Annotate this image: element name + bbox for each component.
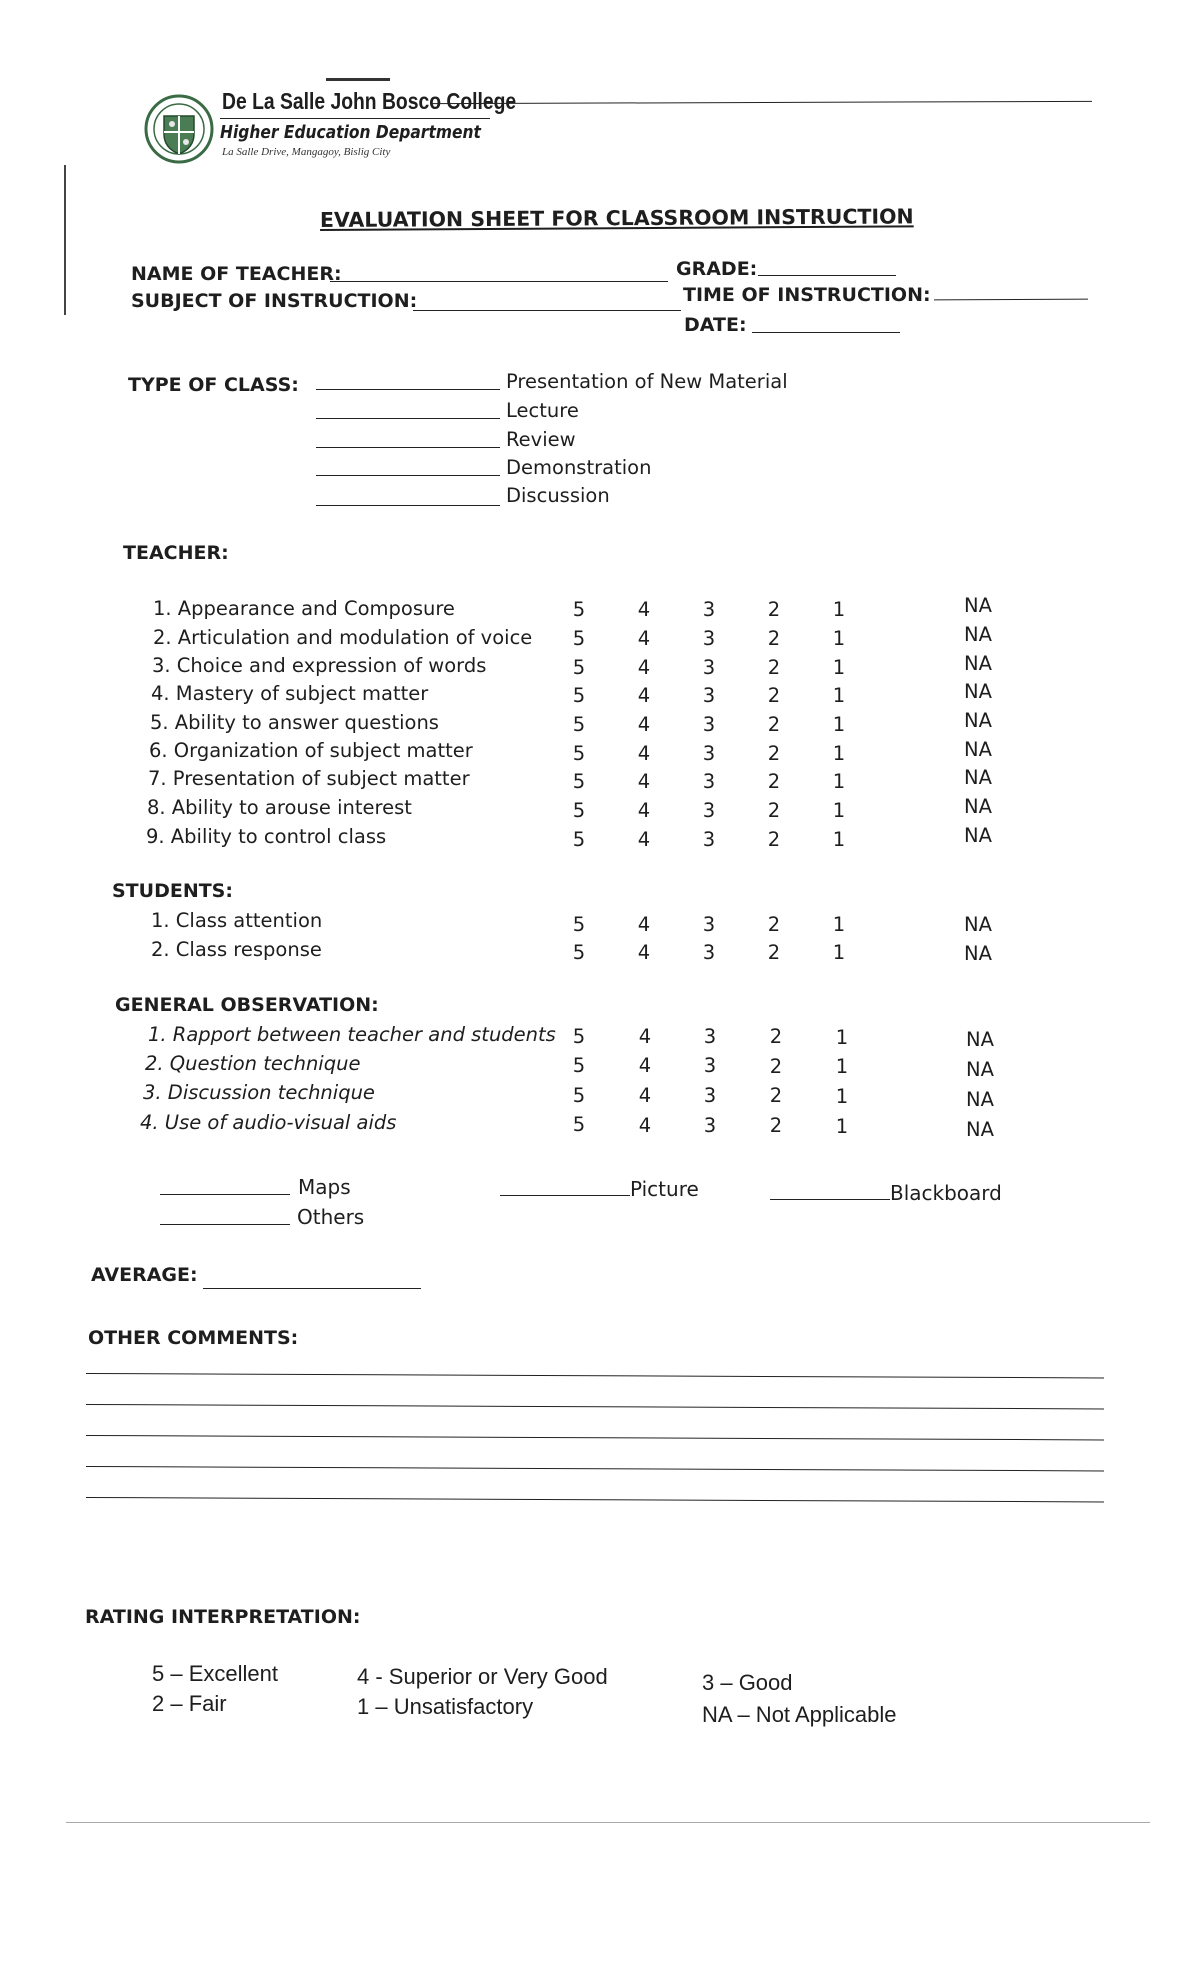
rating-1[interactable]: 1 xyxy=(835,1085,849,1108)
bottom-rule xyxy=(66,1822,1150,1823)
time-label: TIME OF INSTRUCTION: xyxy=(683,284,931,306)
rating-3[interactable]: 3 xyxy=(702,799,716,822)
rating-2[interactable]: 2 xyxy=(769,1055,783,1078)
rating-4[interactable]: 4 xyxy=(637,941,651,964)
rating-4[interactable]: 4 xyxy=(637,627,651,650)
rating-1[interactable]: 1 xyxy=(835,1115,849,1138)
rating-3[interactable]: 3 xyxy=(703,1114,717,1137)
rating-1[interactable]: 1 xyxy=(832,598,846,621)
rating-3[interactable]: 3 xyxy=(703,1025,717,1048)
rating-unsatisfactory: 1 – Unsatisfactory xyxy=(357,1694,534,1719)
maps-label: Maps xyxy=(298,1175,351,1199)
teacher-item-8: 8. Ability to arouse interest xyxy=(147,796,412,819)
rating-2[interactable]: 2 xyxy=(769,1084,783,1107)
general-item-2: 2. Question technique xyxy=(145,1052,361,1075)
rating-1[interactable]: 1 xyxy=(832,627,846,650)
rating-5[interactable]: 5 xyxy=(572,742,586,765)
rating-4[interactable]: 4 xyxy=(637,828,651,851)
rating-3[interactable]: 3 xyxy=(702,598,716,621)
rating-4[interactable]: 4 xyxy=(637,656,651,679)
rating-excellent: 5 – Excellent xyxy=(152,1661,278,1686)
average-label: AVERAGE: xyxy=(91,1264,198,1286)
rating-1[interactable]: 1 xyxy=(832,656,846,679)
rating-na[interactable]: NA xyxy=(964,680,992,703)
students-item-1: 1. Class attention xyxy=(151,909,323,932)
scan-mark-left xyxy=(64,165,66,315)
type-option-demonstration: Demonstration xyxy=(506,456,652,479)
subject-field[interactable] xyxy=(413,310,681,311)
rating-4[interactable]: 4 xyxy=(638,1025,652,1048)
rating-na[interactable]: NA xyxy=(966,1058,994,1081)
rating-2[interactable]: 2 xyxy=(769,1114,783,1137)
rating-2[interactable]: 2 xyxy=(767,656,781,679)
type-blank-1[interactable] xyxy=(316,389,500,390)
rating-3[interactable]: 3 xyxy=(703,1084,717,1107)
subject-label: SUBJECT OF INSTRUCTION: xyxy=(131,290,418,312)
rating-na[interactable]: NA xyxy=(966,1088,994,1111)
general-item-1: 1. Rapport between teacher and students xyxy=(148,1023,556,1046)
rating-superior: 4 - Superior or Very Good xyxy=(357,1664,608,1689)
rating-3[interactable]: 3 xyxy=(702,941,716,964)
type-blank-2[interactable] xyxy=(316,418,500,419)
rating-4[interactable]: 4 xyxy=(638,1084,652,1107)
rating-1[interactable]: 1 xyxy=(832,799,846,822)
rating-na[interactable]: NA xyxy=(964,738,992,761)
rating-3[interactable]: 3 xyxy=(703,1054,717,1077)
rating-1[interactable]: 1 xyxy=(835,1026,849,1049)
rating-fair: 2 – Fair xyxy=(152,1691,227,1716)
type-blank-4[interactable] xyxy=(316,475,500,476)
rating-4[interactable]: 4 xyxy=(637,799,651,822)
rating-2[interactable]: 2 xyxy=(767,913,781,936)
grade-field[interactable] xyxy=(758,275,896,276)
type-of-class-label: TYPE OF CLASS: xyxy=(128,374,299,396)
rating-2[interactable]: 2 xyxy=(767,713,781,736)
teacher-item-7: 7. Presentation of subject matter xyxy=(148,767,470,790)
rating-2[interactable]: 2 xyxy=(767,799,781,822)
rating-1[interactable]: 1 xyxy=(832,828,846,851)
rating-2[interactable]: 2 xyxy=(767,828,781,851)
grade-label: GRADE: xyxy=(676,258,758,280)
rating-4[interactable]: 4 xyxy=(637,913,651,936)
picture-label: Picture xyxy=(630,1177,699,1201)
rating-5[interactable]: 5 xyxy=(572,1113,586,1136)
rating-5[interactable]: 5 xyxy=(572,828,586,851)
teacher-item-2: 2. Articulation and modulation of voice xyxy=(153,626,533,649)
rating-4[interactable]: 4 xyxy=(637,713,651,736)
rating-5[interactable]: 5 xyxy=(572,1025,586,1048)
rating-5[interactable]: 5 xyxy=(572,656,586,679)
date-field[interactable] xyxy=(752,332,900,333)
general-item-3: 3. Discussion technique xyxy=(143,1081,375,1104)
rating-5[interactable]: 5 xyxy=(572,1084,586,1107)
others-blank[interactable] xyxy=(160,1224,290,1225)
rating-na[interactable]: NA xyxy=(964,623,992,646)
teacher-item-1: 1. Appearance and Composure xyxy=(153,597,455,620)
rating-na[interactable]: NA xyxy=(964,795,992,818)
rating-3[interactable]: 3 xyxy=(702,627,716,650)
department-name: Higher Education Department xyxy=(220,122,481,143)
rating-5[interactable]: 5 xyxy=(572,684,586,707)
header-rule-short xyxy=(220,118,490,119)
teacher-item-4: 4. Mastery of subject matter xyxy=(151,682,429,705)
teacher-item-9: 9. Ability to control class xyxy=(146,825,387,848)
rating-3[interactable]: 3 xyxy=(702,684,716,707)
rating-4[interactable]: 4 xyxy=(638,1054,652,1077)
type-option-lecture: Lecture xyxy=(506,399,579,422)
rating-2[interactable]: 2 xyxy=(767,627,781,650)
time-field[interactable] xyxy=(934,299,1088,301)
rating-4[interactable]: 4 xyxy=(637,742,651,765)
rating-3[interactable]: 3 xyxy=(702,913,716,936)
type-blank-5[interactable] xyxy=(316,505,500,506)
header-rule xyxy=(430,101,1092,104)
rating-1[interactable]: 1 xyxy=(832,913,846,936)
rating-2[interactable]: 2 xyxy=(767,742,781,765)
rating-na[interactable]: NA xyxy=(964,824,992,847)
type-option-presentation: Presentation of New Material xyxy=(506,370,788,393)
type-option-discussion: Discussion xyxy=(506,484,610,507)
comments-label: OTHER COMMENTS: xyxy=(88,1327,299,1349)
teacher-item-5: 5. Ability to answer questions xyxy=(150,711,439,734)
rating-4[interactable]: 4 xyxy=(637,684,651,707)
rating-interpretation-label: RATING INTERPRETATION: xyxy=(85,1606,361,1628)
rating-na[interactable]: NA xyxy=(964,913,992,936)
rating-2[interactable]: 2 xyxy=(767,598,781,621)
rating-1[interactable]: 1 xyxy=(832,713,846,736)
rating-na[interactable]: NA xyxy=(964,594,992,617)
comment-line-4[interactable] xyxy=(86,1466,1104,1471)
teacher-name-field[interactable] xyxy=(330,281,668,282)
rating-4[interactable]: 4 xyxy=(637,598,651,621)
teacher-item-6: 6. Organization of subject matter xyxy=(149,739,473,762)
type-blank-3[interactable] xyxy=(316,447,500,448)
rating-3[interactable]: 3 xyxy=(702,828,716,851)
rating-2[interactable]: 2 xyxy=(767,770,781,793)
teacher-item-3: 3. Choice and expression of words xyxy=(152,654,487,677)
comment-line-5[interactable] xyxy=(86,1497,1104,1502)
blackboard-blank[interactable] xyxy=(770,1199,890,1200)
rating-3[interactable]: 3 xyxy=(702,713,716,736)
teacher-section-label: TEACHER: xyxy=(123,542,229,564)
rating-na[interactable]: NA xyxy=(964,709,992,732)
general-section-label: GENERAL OBSERVATION: xyxy=(115,994,379,1016)
students-section-label: STUDENTS: xyxy=(112,880,233,902)
rating-na[interactable]: NA xyxy=(966,1118,994,1141)
rating-5[interactable]: 5 xyxy=(572,1054,586,1077)
scan-mark-top xyxy=(326,78,390,81)
rating-5[interactable]: 5 xyxy=(572,627,586,650)
blackboard-label: Blackboard xyxy=(890,1181,1002,1205)
rating-1[interactable]: 1 xyxy=(835,1055,849,1078)
rating-2[interactable]: 2 xyxy=(767,941,781,964)
rating-3[interactable]: 3 xyxy=(702,656,716,679)
picture-blank[interactable] xyxy=(500,1195,630,1196)
rating-1[interactable]: 1 xyxy=(832,684,846,707)
rating-na[interactable]: NA xyxy=(964,766,992,789)
rating-1[interactable]: 1 xyxy=(832,742,846,765)
type-option-review: Review xyxy=(506,428,576,451)
college-seal xyxy=(144,90,214,168)
rating-1[interactable]: 1 xyxy=(832,941,846,964)
others-label: Others xyxy=(297,1205,365,1229)
rating-3[interactable]: 3 xyxy=(702,742,716,765)
rating-5[interactable]: 5 xyxy=(572,941,586,964)
rating-4[interactable]: 4 xyxy=(638,1114,652,1137)
comment-line-3[interactable] xyxy=(86,1435,1104,1440)
rating-5[interactable]: 5 xyxy=(572,598,586,621)
rating-good: 3 – Good xyxy=(702,1670,793,1695)
rating-4[interactable]: 4 xyxy=(637,770,651,793)
rating-5[interactable]: 5 xyxy=(572,913,586,936)
rating-not-applicable: NA – Not Applicable xyxy=(702,1702,897,1727)
date-label: DATE: xyxy=(684,314,747,336)
general-item-4: 4. Use of audio-visual aids xyxy=(140,1111,397,1134)
comment-line-2[interactable] xyxy=(86,1404,1104,1409)
rating-na[interactable]: NA xyxy=(964,942,992,965)
college-address: La Salle Drive, Mangagoy, Bislig City xyxy=(222,146,391,158)
comment-line-1[interactable] xyxy=(86,1373,1104,1378)
rating-5[interactable]: 5 xyxy=(572,799,586,822)
page-title: EVALUATION SHEET FOR CLASSROOM INSTRUCTION xyxy=(319,204,914,232)
college-name: De La Salle John Bosco College xyxy=(222,88,517,114)
rating-na[interactable]: NA xyxy=(966,1028,994,1051)
rating-2[interactable]: 2 xyxy=(767,684,781,707)
rating-5[interactable]: 5 xyxy=(572,770,586,793)
rating-1[interactable]: 1 xyxy=(832,770,846,793)
rating-3[interactable]: 3 xyxy=(702,770,716,793)
teacher-name-label: NAME OF TEACHER: xyxy=(131,263,342,285)
maps-blank[interactable] xyxy=(160,1194,290,1195)
students-item-2: 2. Class response xyxy=(151,938,322,961)
rating-2[interactable]: 2 xyxy=(769,1025,783,1048)
rating-5[interactable]: 5 xyxy=(572,713,586,736)
rating-na[interactable]: NA xyxy=(964,652,992,675)
average-field[interactable] xyxy=(203,1288,421,1289)
